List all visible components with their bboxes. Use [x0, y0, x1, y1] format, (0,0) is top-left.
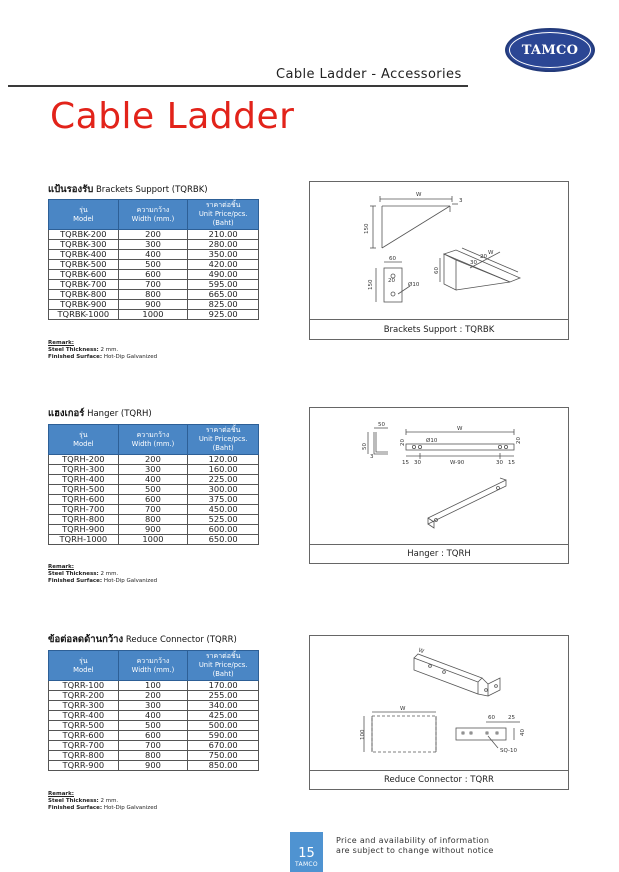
width-cell: 800: [118, 751, 188, 761]
dim-label: 150: [368, 279, 374, 290]
model-cell: TQRBK-700: [49, 280, 119, 290]
width-cell: 500: [118, 260, 188, 270]
width-header: ความกว้าง Width (mm.): [118, 200, 188, 230]
price-cell: 590.00: [188, 731, 259, 741]
table-row: [49, 691, 259, 701]
reduce-title-en: Reduce Connector (TQRR): [125, 635, 237, 645]
model-cell: TQRR-300: [49, 701, 119, 711]
price-cell: 595.00: [188, 280, 259, 290]
table-header-row: [49, 651, 259, 681]
section-header-title: Cable Ladder - Accessories: [276, 67, 462, 82]
remark-surface: Finished Surface: Hot-Dip Galvanized: [48, 805, 158, 811]
table-row: [49, 270, 259, 280]
dim-label: 15: [508, 460, 515, 466]
dim-label: 30: [414, 460, 421, 466]
price-cell: 350.00: [188, 250, 259, 260]
model-cell: TQRBK-200: [49, 230, 119, 240]
width-cell: 600: [118, 731, 188, 741]
reduce-table-body: [49, 681, 259, 771]
caption-divider: [310, 319, 568, 320]
reduce-section-title: [48, 632, 237, 647]
dim-label: 60: [488, 715, 495, 721]
price-cell: 490.00: [188, 270, 259, 280]
dim-label: 30: [496, 460, 503, 466]
width-cell: 300: [118, 465, 188, 475]
width-cell: 200: [118, 691, 188, 701]
table-row: [49, 711, 259, 721]
model-cell: TQRH-500: [49, 485, 119, 495]
page-number: 15: [298, 846, 315, 861]
model-cell: TQRR-900: [49, 761, 119, 771]
table-row: [49, 290, 259, 300]
width-cell: 900: [118, 761, 188, 771]
dim-label: 3: [370, 454, 374, 460]
table-row: [49, 535, 259, 545]
footer-note-line2: are subject to change without notice: [336, 846, 494, 855]
table-row: [49, 731, 259, 741]
price-cell: 925.00: [188, 310, 259, 320]
dim-label: W: [457, 426, 463, 432]
table-row: [49, 525, 259, 535]
dim-label: 20: [388, 278, 395, 284]
model-cell: TQRR-600: [49, 731, 119, 741]
width-cell: 700: [118, 280, 188, 290]
price-cell: 225.00: [188, 475, 259, 485]
reduce-title-thai: ข้อต่อลดด้านกว้าง: [48, 634, 124, 645]
table-row: [49, 455, 259, 465]
dim-label: 20: [516, 437, 522, 444]
table-row: [49, 751, 259, 761]
width-cell: 400: [118, 475, 188, 485]
width-cell: 200: [118, 230, 188, 240]
hanger-remark: [48, 564, 157, 585]
table-row: [49, 250, 259, 260]
width-cell: 1000: [118, 310, 188, 320]
dim-label: Ø10: [426, 438, 438, 444]
price-cell: 420.00: [188, 260, 259, 270]
remark-surface: Finished Surface: Hot-Dip Galvanized: [48, 578, 158, 584]
model-cell: TQRH-700: [49, 505, 119, 515]
dim-label: W: [416, 192, 422, 198]
price-cell: 600.00: [188, 525, 259, 535]
dim-label: W: [400, 706, 406, 712]
brackets-section-title: [48, 182, 208, 197]
dim-label: 60: [434, 267, 440, 274]
brackets-drawing: [310, 182, 570, 341]
model-cell: TQRBK-300: [49, 240, 119, 250]
model-cell: TQRR-800: [49, 751, 119, 761]
dim-label: Ø10: [408, 282, 420, 288]
price-cell: 670.00: [188, 741, 259, 751]
caption-divider: [310, 770, 568, 771]
price-header: ราคาต่อชิ้น Unit Price/pcs. (Baht): [188, 200, 259, 230]
brackets-drawing-panel: [309, 181, 569, 340]
model-cell: TQRBK-1000: [49, 310, 119, 320]
table-row: [49, 721, 259, 731]
reduce-caption: Reduce Connector : TQRR: [384, 775, 494, 785]
model-cell: TQRBK-900: [49, 300, 119, 310]
dim-label: 100: [360, 729, 366, 740]
price-cell: 650.00: [188, 535, 259, 545]
hanger-drawing: [310, 408, 570, 565]
width-cell: 900: [118, 300, 188, 310]
price-cell: 850.00: [188, 761, 259, 771]
table-row: [49, 505, 259, 515]
model-cell: TQRBK-500: [49, 260, 119, 270]
brackets-title-thai: แป้นรองรับ: [48, 184, 94, 195]
width-header: ความกว้าง Width (mm.): [118, 651, 188, 681]
table-header-row: [49, 425, 259, 455]
table-row: [49, 260, 259, 270]
footer-brand: TAMCO: [295, 861, 318, 868]
price-cell: 340.00: [188, 701, 259, 711]
model-cell: TQRBK-800: [49, 290, 119, 300]
width-cell: 800: [118, 290, 188, 300]
table-header-row: [49, 200, 259, 230]
model-cell: TQRR-100: [49, 681, 119, 691]
width-cell: 300: [118, 240, 188, 250]
width-cell: 700: [118, 741, 188, 751]
model-cell: TQRH-800: [49, 515, 119, 525]
footer-note-line1: Price and availability of information: [336, 836, 490, 845]
hanger-table-body: [49, 455, 259, 545]
price-cell: 525.00: [188, 515, 259, 525]
remark-thickness: Steel Thickness: 2 mm.: [48, 571, 119, 577]
table-row: [49, 495, 259, 505]
width-cell: 400: [118, 711, 188, 721]
price-cell: 300.00: [188, 485, 259, 495]
hanger-title-thai: แฮงเกอร์: [48, 408, 85, 419]
width-cell: 600: [118, 270, 188, 280]
dim-label: 60: [389, 256, 396, 262]
caption-divider: [310, 544, 568, 545]
reduce-drawing-panel: [309, 635, 569, 790]
price-cell: 120.00: [188, 455, 259, 465]
width-cell: 1000: [118, 535, 188, 545]
table-row: [49, 280, 259, 290]
model-header: รุ่น Model: [49, 651, 119, 681]
model-header: รุ่น Model: [49, 425, 119, 455]
price-cell: 375.00: [188, 495, 259, 505]
width-cell: 500: [118, 485, 188, 495]
price-cell: 500.00: [188, 721, 259, 731]
remark-heading: Remark:: [48, 340, 74, 346]
width-cell: 500: [118, 721, 188, 731]
dim-label: W: [417, 647, 425, 656]
price-header: ราคาต่อชิ้น Unit Price/pcs. (Baht): [188, 425, 259, 455]
remark-thickness: Steel Thickness: 2 mm.: [48, 347, 119, 353]
table-row: [49, 230, 259, 240]
dim-label: 30: [470, 260, 477, 266]
table-row: [49, 465, 259, 475]
dim-label: SQ-10: [500, 748, 517, 754]
price-cell: 210.00: [188, 230, 259, 240]
tamco-logo-ring: [509, 32, 591, 68]
brackets-remark: [48, 340, 157, 361]
price-cell: 425.00: [188, 711, 259, 721]
price-cell: 665.00: [188, 290, 259, 300]
model-cell: TQRH-400: [49, 475, 119, 485]
reduce-price-table: [48, 650, 259, 771]
model-cell: TQRH-900: [49, 525, 119, 535]
brackets-caption: Brackets Support : TQRBK: [383, 325, 495, 335]
table-row: [49, 701, 259, 711]
price-cell: 825.00: [188, 300, 259, 310]
hanger-drawing-panel: [309, 407, 569, 564]
price-cell: 170.00: [188, 681, 259, 691]
reduce-remark: [48, 791, 157, 812]
table-row: [49, 515, 259, 525]
table-row: [49, 681, 259, 691]
hanger-title-en: Hanger (TQRH): [87, 409, 152, 419]
dim-label: 3: [459, 198, 463, 204]
width-cell: 700: [118, 505, 188, 515]
table-row: [49, 475, 259, 485]
model-cell: TQRBK-400: [49, 250, 119, 260]
dim-label: W-90: [450, 460, 465, 466]
remark-heading: Remark:: [48, 564, 74, 570]
price-cell: 160.00: [188, 465, 259, 475]
dim-label: 150: [364, 223, 370, 234]
table-row: [49, 310, 259, 320]
model-header: รุ่น Model: [49, 200, 119, 230]
model-cell: TQRBK-600: [49, 270, 119, 280]
tamco-logo: [505, 28, 595, 72]
width-header: ความกว้าง Width (mm.): [118, 425, 188, 455]
footer-note: [336, 836, 494, 856]
width-cell: 600: [118, 495, 188, 505]
width-cell: 800: [118, 515, 188, 525]
brackets-price-table: [48, 199, 259, 320]
price-cell: 750.00: [188, 751, 259, 761]
model-cell: TQRR-500: [49, 721, 119, 731]
model-cell: TQRH-300: [49, 465, 119, 475]
price-cell: 450.00: [188, 505, 259, 515]
model-cell: TQRH-600: [49, 495, 119, 505]
table-row: [49, 741, 259, 751]
price-cell: 255.00: [188, 691, 259, 701]
footer-page-badge: [290, 832, 323, 872]
dim-label: 40: [520, 729, 526, 736]
dim-label: 25: [508, 715, 515, 721]
table-row: [49, 240, 259, 250]
dim-label: W: [488, 250, 494, 256]
model-cell: TQRH-1000: [49, 535, 119, 545]
hanger-price-table: [48, 424, 259, 545]
table-row: [49, 761, 259, 771]
dim-label: 50: [378, 422, 385, 428]
dim-label: 50: [362, 443, 368, 450]
dim-label: 20: [400, 439, 406, 446]
model-cell: TQRH-200: [49, 455, 119, 465]
hanger-section-title: [48, 406, 152, 421]
page-title: Cable Ladder: [50, 96, 295, 137]
table-row: [49, 300, 259, 310]
hanger-caption: Hanger : TQRH: [407, 549, 471, 559]
dim-label: 20: [480, 254, 487, 260]
model-cell: TQRR-200: [49, 691, 119, 701]
width-cell: 300: [118, 701, 188, 711]
width-cell: 100: [118, 681, 188, 691]
width-cell: 200: [118, 455, 188, 465]
remark-thickness: Steel Thickness: 2 mm.: [48, 798, 119, 804]
model-cell: TQRR-400: [49, 711, 119, 721]
model-cell: TQRR-700: [49, 741, 119, 751]
dim-label: 15: [402, 460, 409, 466]
remark-surface: Finished Surface: Hot-Dip Galvanized: [48, 354, 158, 360]
reduce-drawing: [310, 636, 570, 791]
price-cell: 280.00: [188, 240, 259, 250]
width-cell: 400: [118, 250, 188, 260]
remark-heading: Remark:: [48, 791, 74, 797]
brackets-title-en: Brackets Support (TQRBK): [95, 185, 208, 195]
brackets-table-body: [49, 230, 259, 320]
tamco-logo-text: TAMCO: [521, 42, 579, 58]
price-header: ราคาต่อชิ้น Unit Price/pcs. (Baht): [188, 651, 259, 681]
header-rule: [8, 85, 468, 87]
width-cell: 900: [118, 525, 188, 535]
table-row: [49, 485, 259, 495]
